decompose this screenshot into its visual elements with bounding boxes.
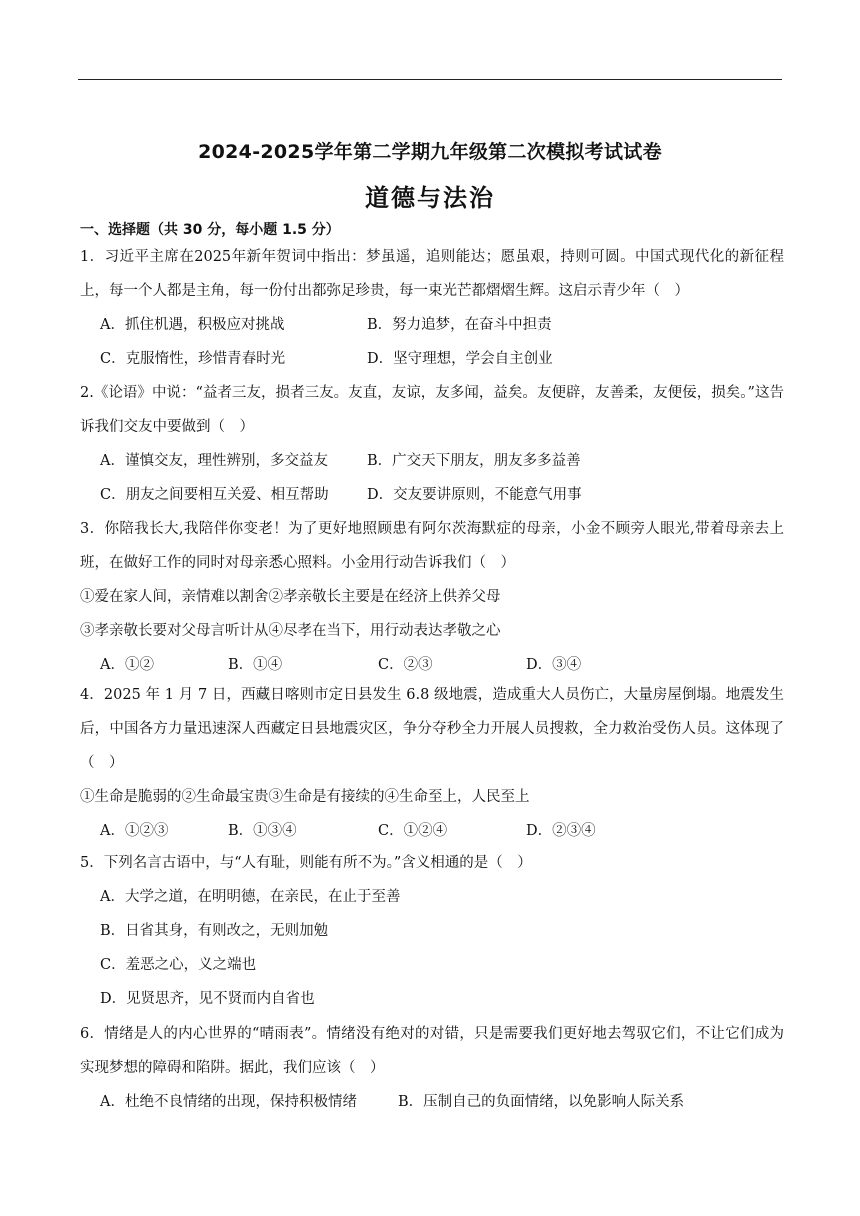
question-stem: 3．你陪我长大,我陪伴你变老！为了更好地照顾患有阿尔茨海默症的母亲，小金不顾旁人眼光,带着母亲去上班，在做好工作的同时对母亲悉心照料。小金用行动告诉我们（ ） (80, 521, 784, 571)
question-5 (80, 846, 784, 1016)
option-c[interactable]: C．②③ (378, 657, 433, 673)
section-heading: 一、选择题（共 30 分，每小题 1.5 分） (80, 222, 340, 238)
option-a[interactable]: A．①②③ (100, 823, 169, 839)
option-c[interactable]: C．①②④ (378, 823, 448, 839)
question-stem: 4．2025 年 1 月 7 日，西藏日喀则市定日县发生 6.8 级地震，造成重大人员伤亡，大量房屋倒塌。地震发生后，中国各方力量迅速深人西藏定日县地震灾区，争分夺秒全力开展人员搜救，全力救治受伤人员。这体现了（ ） (80, 687, 784, 771)
options-row (80, 308, 784, 342)
question-3 (80, 512, 784, 682)
option-b[interactable]: B．日省其身，有则改之，无则加勉 (100, 923, 329, 939)
option-a[interactable]: A．谨慎交友，理性辨别，多交益友 (100, 453, 328, 469)
option-c[interactable]: C．克服惰性，珍惜青春时光 (100, 351, 286, 367)
question-stem: 6．情绪是人的内心世界的“晴雨表”。情绪没有绝对的对错，只是需要我们更好地去驾驭它们，不让它们成为实现梦想的障碍和陷阱。据此，我们应该（ ） (80, 1026, 784, 1076)
option-b[interactable]: B．①③④ (228, 823, 297, 839)
option-d[interactable]: D．②③④ (526, 823, 596, 839)
statement-line: ③孝亲敬长要对父母言听计从④尽孝在当下，用行动表达孝敬之心 (80, 623, 501, 639)
question-1 (80, 240, 784, 376)
option-b[interactable]: B．努力追梦，在奋斗中担责 (367, 317, 552, 333)
statement-line: ①爱在家人间，亲情难以割舍②孝亲敬长主要是在经济上供养父母 (80, 589, 501, 605)
option-c[interactable]: C．朋友之间要相互关爱、相互帮助 (100, 487, 329, 503)
options-row (80, 814, 784, 848)
option-d[interactable]: D．见贤思齐，见不贤而内自省也 (100, 991, 315, 1007)
question-2 (80, 376, 784, 512)
question-4 (80, 678, 784, 848)
question-stem: 5．下列名言古语中，与“人有耻，则能有所不为。”含义相通的是（ ） (80, 855, 532, 871)
options-row (80, 648, 784, 682)
statement-line: ①生命是脆弱的②生命最宝贵③生命是有接续的④生命至上，人民至上 (80, 789, 530, 805)
option-d[interactable]: D．③④ (526, 657, 582, 673)
question-6 (80, 1017, 784, 1119)
option-c[interactable]: C．羞恶之心，义之端也 (100, 957, 257, 973)
option-a[interactable]: A．抓住机遇，积极应对挑战 (100, 317, 285, 333)
options-row (80, 444, 784, 478)
question-stem: 2.《论语》中说：“益者三友，损者三友。友直，友谅，友多闻，益矣。友便辟，友善柔，友便佞，损矣。”这告诉我们交友中要做到（ ） (80, 385, 784, 435)
options-row (80, 1085, 784, 1119)
subject-title: 道德与法治 (365, 184, 495, 212)
question-stem: 1．习近平主席在2025年新年贺词中指出：梦虽遥，追则能达；愿虽艰，持则可圆。中国式现代化的新征程上，每一个人都是主角，每一份付出都弥足珍贵，每一束光芒都熠熠生辉。这启示青少年（ ） (80, 249, 784, 299)
exam-title: 2024-2025学年第二学期九年级第二次模拟考试试卷 (198, 141, 662, 163)
option-d[interactable]: D．坚守理想，学会自主创业 (367, 351, 553, 367)
option-b[interactable]: B．压制自己的负面情绪，以免影响人际关系 (398, 1094, 685, 1110)
header-rule (78, 79, 782, 80)
option-d[interactable]: D．交友要讲原则，不能意气用事 (367, 487, 582, 503)
options-row (80, 342, 784, 376)
option-b[interactable]: B．广交天下朋友，朋友多多益善 (367, 453, 581, 469)
option-a[interactable]: A．大学之道，在明明德，在亲民，在止于至善 (100, 889, 401, 905)
option-b[interactable]: B．①④ (228, 657, 283, 673)
option-a[interactable]: A．杜绝不良情绪的出现，保持积极情绪 (100, 1094, 357, 1110)
option-a[interactable]: A．①② (100, 657, 154, 673)
options-row (80, 478, 784, 512)
